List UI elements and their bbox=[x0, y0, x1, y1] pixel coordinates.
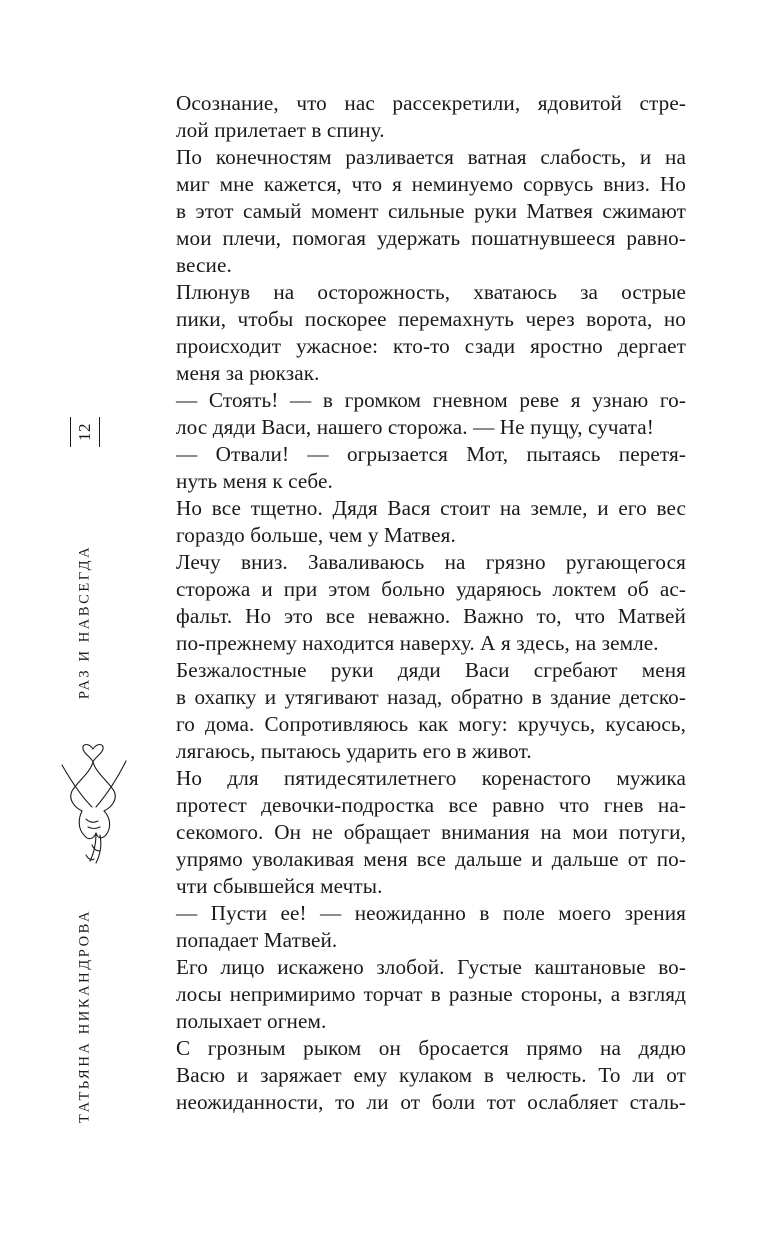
text-line: мои плечи, помогая удержать пошатнувшееся равно- bbox=[176, 226, 686, 250]
text-line: секомого. Он не обращает внимания на мои потуги, bbox=[176, 820, 686, 844]
text-line: — Стоять! — в громком гневном реве я узнаю го- bbox=[176, 388, 686, 412]
book-title: РАЗ И НАВСЕГДА bbox=[76, 544, 93, 700]
text-line: го дома. Сопротивляюсь как могу: кручусь, кусаюсь, bbox=[176, 712, 686, 736]
body-text bbox=[176, 90, 686, 1116]
text-line: чти сбывшейся мечты. bbox=[176, 874, 383, 898]
book-author: ТАТЬЯНА НИКАНДРОВА bbox=[76, 908, 93, 1124]
text-line: протест девочки-подростка все равно что гнев на- bbox=[176, 793, 686, 817]
text-line: По конечностям разливается ватная слабость, и на bbox=[176, 145, 686, 169]
page-number-label: 12 bbox=[75, 423, 94, 441]
text-line: лосы непримиримо торчат в разные стороны, а взгляд bbox=[176, 982, 686, 1006]
text-line: попадает Матвей. bbox=[176, 928, 338, 952]
text-line: — Отвали! — огрызается Мот, пытаясь перетя- bbox=[176, 442, 686, 466]
text-line: С грозным рыком он бросается прямо на дядю bbox=[176, 1036, 686, 1060]
text-line: Плюнув на осторожность, хватаюсь за острые bbox=[176, 280, 686, 304]
text-line: Васю и заряжает ему кулаком в челюсть. То ли от bbox=[176, 1063, 686, 1087]
text-line: Безжалостные руки дяди Васи сгребают меня bbox=[176, 658, 686, 682]
page-number bbox=[70, 417, 100, 447]
text-line: пики, чтобы поскорее перемахнуть через ворота, но bbox=[176, 307, 686, 331]
text-line: Но для пятидесятилетнего коренастого мужика bbox=[176, 766, 686, 790]
text-line: лос дяди Васи, нашего сторожа. — Не пущу, сучата! bbox=[176, 415, 654, 439]
text-line: нуть меня к себе. bbox=[176, 469, 333, 493]
text-line: миг мне кажется, что я неминуемо сорвусь вниз. Но bbox=[176, 172, 686, 196]
text-line: полыхает огнем. bbox=[176, 1009, 327, 1033]
text-line: Лечу вниз. Заваливаюсь на грязно ругающегося bbox=[176, 550, 686, 574]
text-line: Его лицо искажено злобой. Густые каштановые во- bbox=[176, 955, 686, 979]
text-line: меня за рюкзак. bbox=[176, 361, 320, 385]
text-line: происходит ужасное: кто-то сзади яростно дергает bbox=[176, 334, 686, 358]
text-line: гораздо больше, чем у Матвея. bbox=[176, 523, 456, 547]
text-line: в этот самый момент сильные руки Матвея сжимают bbox=[176, 199, 686, 223]
text-line: упрямо уволакивая меня все дальше и дальше от по- bbox=[176, 847, 686, 871]
text-line: фальт. Но это все неважно. Важно то, что Матвей bbox=[176, 604, 686, 628]
text-line: в охапку и утягивают назад, обратно в здание детско- bbox=[176, 685, 686, 709]
text-line: неожиданности, то ли от боли тот ослабляет сталь- bbox=[176, 1090, 686, 1114]
heart-hands-icon bbox=[48, 735, 138, 870]
text-line: сторожа и при этом больно ударяюсь локтем об ас- bbox=[176, 577, 686, 601]
text-line: весие. bbox=[176, 253, 232, 277]
text-line: лягаюсь, пытаюсь ударить его в живот. bbox=[176, 739, 532, 763]
text-line: по-прежнему находится наверху. А я здесь, на земле. bbox=[176, 631, 659, 655]
text-line: Но все тщетно. Дядя Вася стоит на земле, и его вес bbox=[176, 496, 686, 520]
text-line: Осознание, что нас рассекретили, ядовитой стре- bbox=[176, 91, 686, 115]
text-line: лой прилетает в спину. bbox=[176, 118, 385, 142]
text-line: — Пусти ее! — неожиданно в поле моего зрения bbox=[176, 901, 686, 925]
